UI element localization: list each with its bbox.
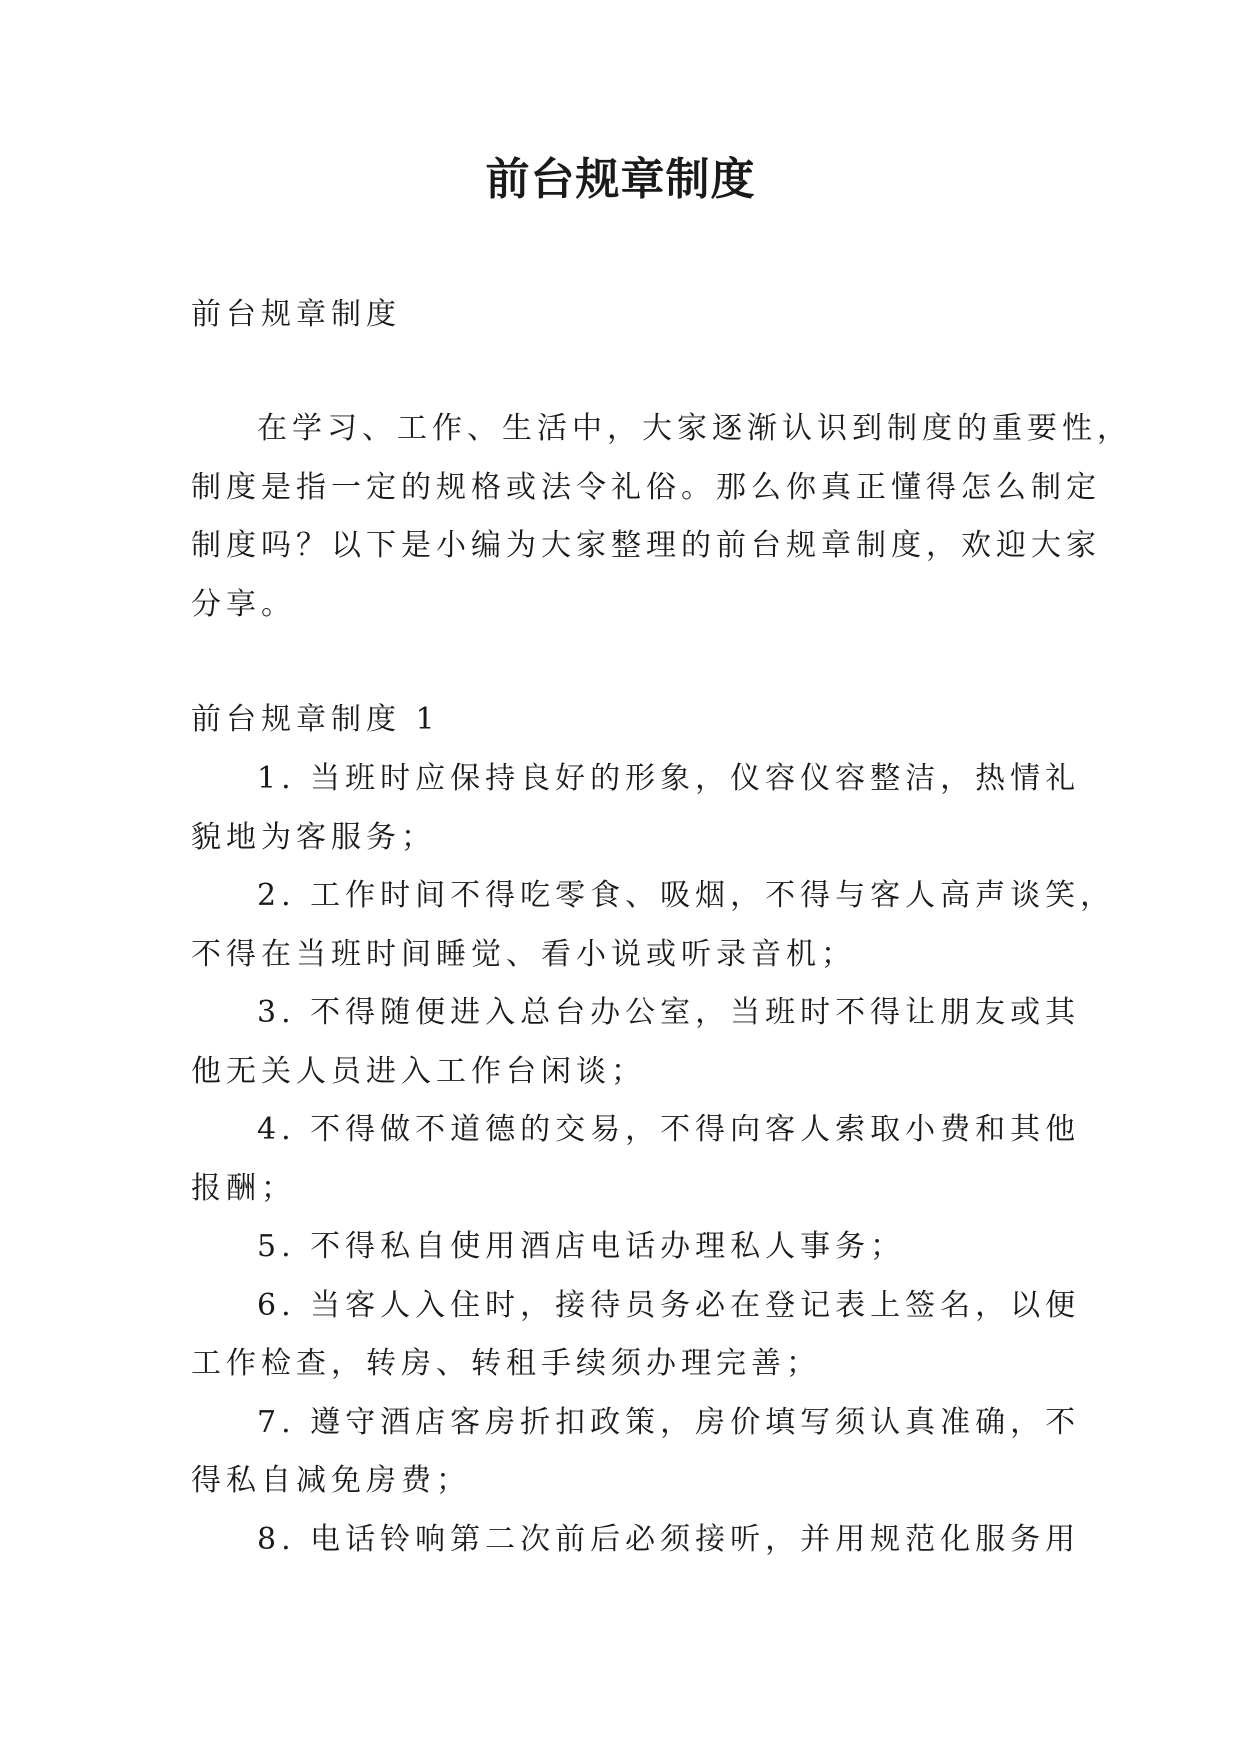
rule-line: 报酬； bbox=[191, 1170, 296, 1206]
document-subtitle: 前台规章制度 bbox=[191, 297, 401, 332]
intro-line: 制度是指一定的规格或法令礼俗。那么你真正懂得怎么制定 bbox=[191, 469, 1101, 505]
intro-line: 分享。 bbox=[191, 586, 296, 622]
rule-line: 6. 当客人入住时，接待员务必在登记表上签名，以便 bbox=[257, 1287, 1081, 1323]
rule-line: 2. 工作时间不得吃零食、吸烟，不得与客人高声谈笑， bbox=[257, 878, 1116, 913]
intro-line: 制度吗？以下是小编为大家整理的前台规章制度，欢迎大家 bbox=[191, 528, 1101, 563]
rule-line: 3. 不得随便进入总台办公室，当班时不得让朋友或其 bbox=[257, 995, 1081, 1030]
rule-line: 8. 电话铃响第二次前后必须接听，并用规范化服务用 bbox=[257, 1521, 1081, 1557]
intro-line: 在学习、工作、生活中，大家逐渐认识到制度的重要性， bbox=[257, 411, 1132, 446]
rule-line: 4. 不得做不道德的交易，不得向客人索取小费和其他 bbox=[257, 1112, 1081, 1147]
rule-line: 1. 当班时应保持良好的形象，仪容仪容整洁，热情礼 bbox=[257, 761, 1081, 796]
rule-line: 他无关人员进入工作台闲谈； bbox=[191, 1053, 646, 1089]
rule-line: 得私自减免房费； bbox=[191, 1463, 471, 1498]
rule-line: 貌地为客服务； bbox=[191, 819, 436, 855]
rule-line: 工作检查，转房、转租手续须办理完善； bbox=[191, 1346, 821, 1381]
intro-paragraph bbox=[191, 400, 1132, 634]
document-title: 前台规章制度 bbox=[485, 154, 756, 205]
section-heading: 前台规章制度 1 bbox=[191, 702, 440, 737]
rules-list bbox=[191, 750, 1116, 1569]
rule-line: 5. 不得私自使用酒店电话办理私人事务； bbox=[257, 1229, 906, 1264]
rule-line: 不得在当班时间睡觉、看小说或听录音机； bbox=[191, 936, 856, 972]
rule-line: 7. 遵守酒店客房折扣政策，房价填写须认真准确，不 bbox=[257, 1404, 1081, 1440]
